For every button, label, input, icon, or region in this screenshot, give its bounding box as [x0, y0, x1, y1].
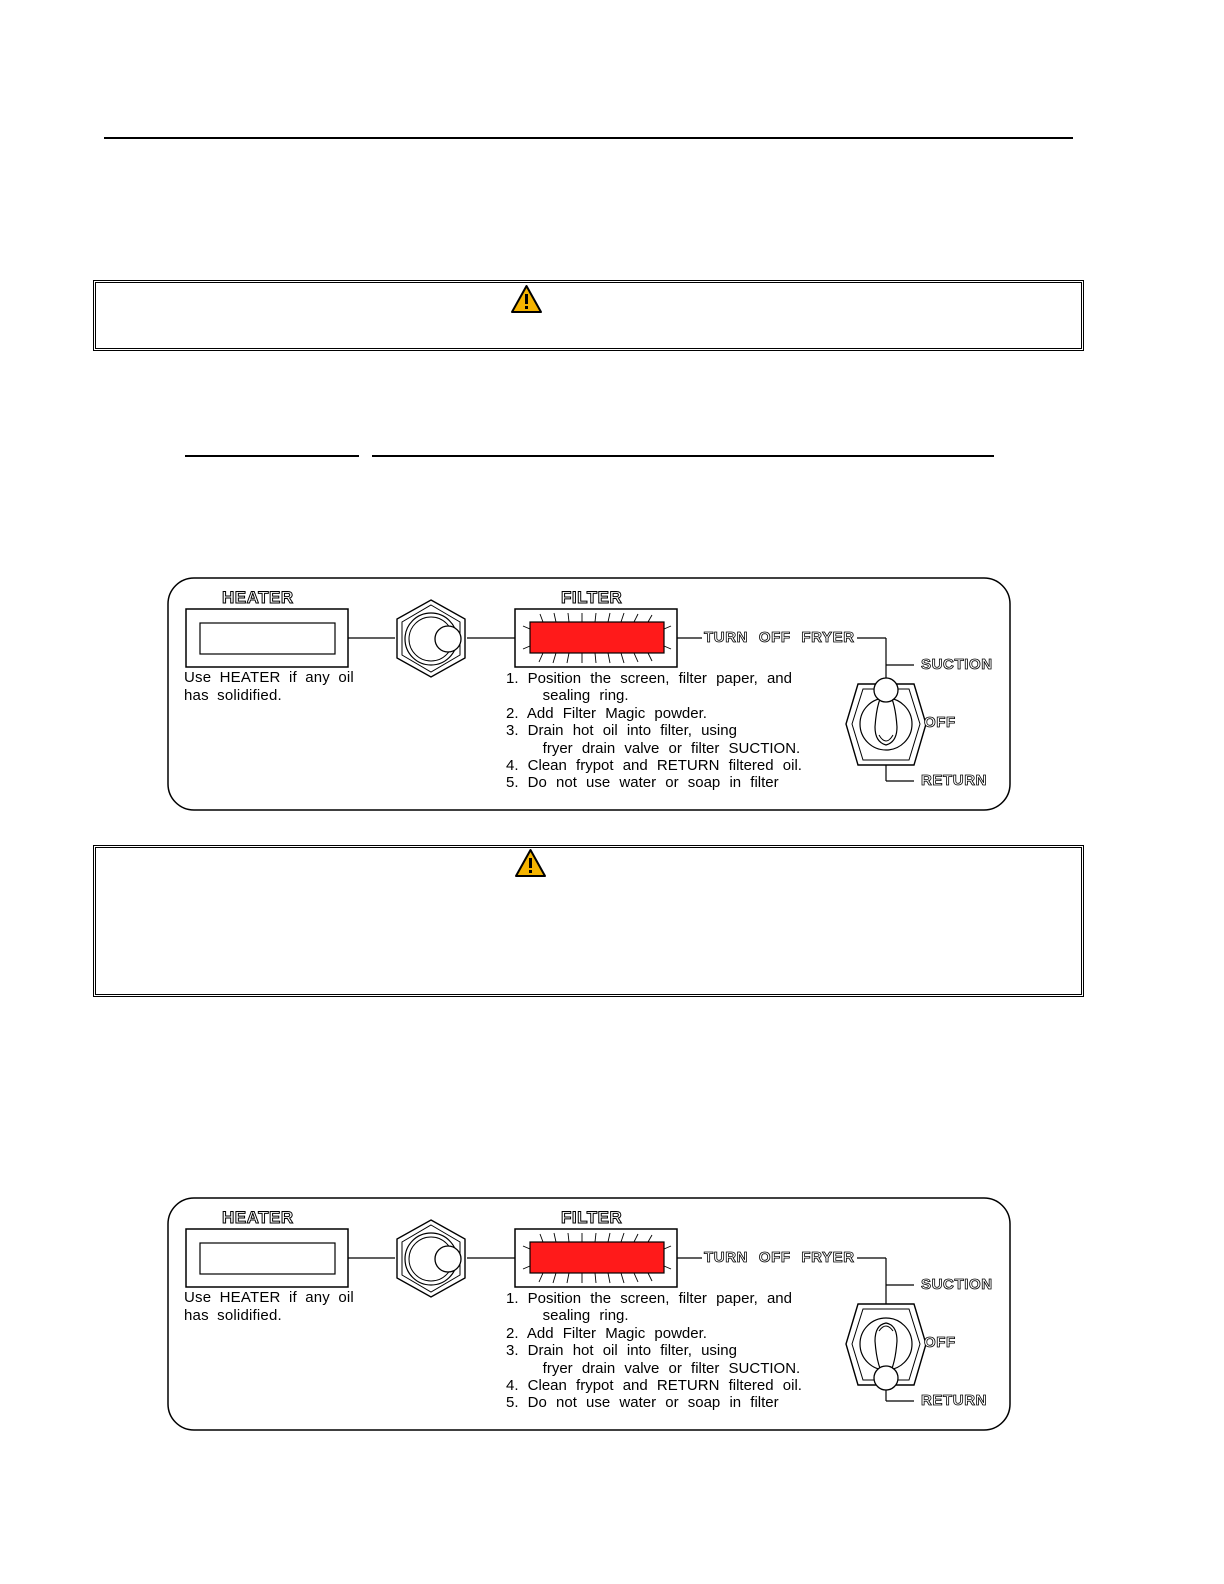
heater-display-window: [200, 623, 335, 654]
step-line: 5. Do not use water or soap in filter: [506, 774, 779, 792]
return-label: RETURN: [921, 1392, 988, 1409]
step-line: 4. Clean frypot and RETURN filtered oil.: [506, 757, 802, 775]
heater-note-line-1: Use HEATER if any oil: [184, 1289, 354, 1306]
filter-steps-list: [506, 670, 802, 792]
step-line: 3. Drain hot oil into filter, using: [506, 722, 737, 740]
filter-indicator-light: [530, 1242, 664, 1273]
suction-label: SUCTION: [921, 1276, 993, 1293]
step-line: sealing ring.: [506, 687, 629, 705]
warning-triangle-icon: [514, 848, 547, 878]
step-line: 1. Position the screen, filter paper, and: [506, 670, 792, 687]
suction-label: SUCTION: [921, 656, 993, 673]
filter-toggle-switch-icon[interactable]: [846, 678, 926, 765]
section-rule-right: [372, 455, 994, 457]
step-line: 5. Do not use water or soap in filter: [506, 1394, 779, 1412]
section-rule-left: [185, 455, 359, 457]
off-label: OFF: [924, 1334, 956, 1351]
filter-title: FILTER: [561, 588, 623, 607]
step-line: sealing ring.: [506, 1307, 629, 1325]
off-label: OFF: [924, 714, 956, 731]
turn-off-fryer-label: TURN OFF FRYER: [704, 629, 855, 646]
step-line: 2. Add Filter Magic powder.: [506, 1324, 707, 1342]
step-line: fryer drain valve or filter SUCTION.: [506, 1359, 801, 1377]
top-rule: [104, 137, 1073, 139]
step-line: 3. Drain hot oil into filter, using: [506, 1342, 737, 1360]
heater-display-window: [200, 1243, 335, 1274]
step-line: 2. Add Filter Magic powder.: [506, 704, 707, 722]
step-line: 1. Position the screen, filter paper, and: [506, 1290, 792, 1307]
warning-box-1: [93, 280, 1084, 351]
step-line: fryer drain valve or filter SUCTION.: [506, 739, 801, 757]
warning-triangle-icon: [510, 284, 543, 314]
heater-note-line-2: has solidified.: [184, 1307, 282, 1324]
filter-steps-list: [506, 1290, 802, 1412]
filter-control-panel-1: [167, 577, 1011, 811]
step-line: 4. Clean frypot and RETURN filtered oil.: [506, 1377, 802, 1395]
filter-toggle-switch-icon[interactable]: [846, 1304, 926, 1390]
return-label: RETURN: [921, 772, 988, 789]
heater-title: HEATER: [222, 588, 294, 607]
filter-control-panel-2: [167, 1197, 1011, 1431]
warning-box-2: [93, 845, 1084, 997]
filter-indicator-light: [530, 622, 664, 653]
heater-title: HEATER: [222, 1208, 294, 1227]
heater-note-line-2: has solidified.: [184, 687, 282, 704]
filter-title: FILTER: [561, 1208, 623, 1227]
heater-note-line-1: Use HEATER if any oil: [184, 669, 354, 686]
turn-off-fryer-label: TURN OFF FRYER: [704, 1249, 855, 1266]
